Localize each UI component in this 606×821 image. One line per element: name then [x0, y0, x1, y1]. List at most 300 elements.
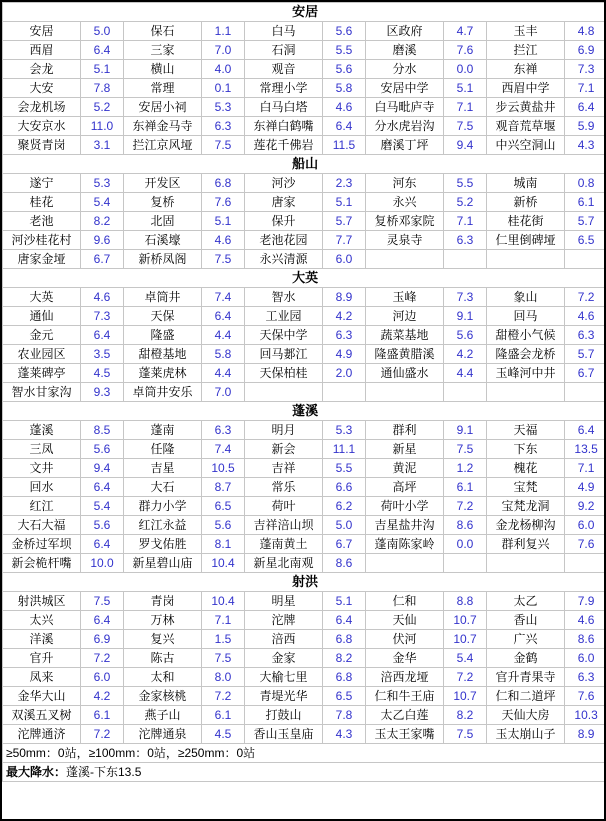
station-row [3, 649, 606, 668]
rain-value-cell: 8.8 [444, 592, 487, 611]
station-name-cell: 荷叶小学 [366, 497, 444, 516]
station-name-cell: 官升青果寺 [487, 668, 565, 687]
station-name-cell: 天仙 [366, 611, 444, 630]
station-row [3, 250, 606, 269]
rain-value-cell: 6.5 [323, 687, 366, 706]
station-name-cell: 燕子山 [124, 706, 202, 725]
station-name-cell: 太兴 [3, 611, 81, 630]
rain-value-cell: 5.1 [323, 592, 366, 611]
station-name-cell: 分水虎岩沟 [366, 117, 444, 136]
threshold-summary-row [3, 744, 606, 763]
rain-value-cell: 6.0 [323, 250, 366, 269]
station-name-cell: 任隆 [124, 440, 202, 459]
station-name-cell: 河边 [366, 307, 444, 326]
rain-value-cell: 8.6 [565, 630, 606, 649]
rain-value-cell: 6.1 [81, 706, 124, 725]
station-row [3, 383, 606, 402]
station-name-cell: 拦江京风垭 [124, 136, 202, 155]
station-row [3, 440, 606, 459]
station-row [3, 345, 606, 364]
station-name-cell [487, 383, 565, 402]
rain-value-cell [323, 383, 366, 402]
station-name-cell: 大安京水 [3, 117, 81, 136]
rain-value-cell: 1.2 [444, 459, 487, 478]
rain-value-cell: 13.5 [565, 440, 606, 459]
station-name-cell: 隆盛 [124, 326, 202, 345]
station-row [3, 364, 606, 383]
rain-value-cell [444, 250, 487, 269]
rain-value-cell: 4.2 [81, 687, 124, 706]
rain-value-cell: 0.1 [202, 79, 245, 98]
station-name-cell: 白马毗庐寺 [366, 98, 444, 117]
station-name-cell: 甜橙基地 [124, 345, 202, 364]
rain-value-cell: 6.1 [202, 706, 245, 725]
station-name-cell: 卓筒井 [124, 288, 202, 307]
rain-value-cell: 6.4 [565, 421, 606, 440]
station-name-cell: 白马白塔 [245, 98, 323, 117]
station-name-cell: 莲花千佛岩 [245, 136, 323, 155]
station-name-cell: 遂宁 [3, 174, 81, 193]
rain-value-cell: 5.0 [323, 516, 366, 535]
rain-value-cell: 7.0 [202, 41, 245, 60]
station-row [3, 459, 606, 478]
rain-value-cell: 7.3 [81, 307, 124, 326]
rain-value-cell: 2.0 [323, 364, 366, 383]
rain-value-cell: 1.5 [202, 630, 245, 649]
rain-table-footer [3, 744, 606, 782]
rain-value-cell: 8.9 [565, 725, 606, 744]
station-name-cell: 观音 [245, 60, 323, 79]
rain-value-cell: 5.4 [444, 649, 487, 668]
rain-value-cell: 4.4 [202, 364, 245, 383]
station-row [3, 307, 606, 326]
station-name-cell: 隆盛会龙桥 [487, 345, 565, 364]
station-name-cell: 吉祥 [245, 459, 323, 478]
rain-value-cell: 6.8 [323, 630, 366, 649]
rain-value-cell: 9.6 [81, 231, 124, 250]
station-name-cell: 观音荒草堰 [487, 117, 565, 136]
rain-value-cell: 6.4 [202, 307, 245, 326]
station-name-cell: 工业园 [245, 307, 323, 326]
station-name-cell: 三凤 [3, 440, 81, 459]
station-row [3, 497, 606, 516]
station-row [3, 117, 606, 136]
rain-value-cell: 5.8 [323, 79, 366, 98]
station-name-cell: 新桥凤阁 [124, 250, 202, 269]
rain-value-cell: 4.6 [565, 611, 606, 630]
station-name-cell: 蓬南 [124, 421, 202, 440]
station-name-cell: 下东 [487, 440, 565, 459]
station-name-cell: 天福 [487, 421, 565, 440]
station-name-cell: 仁和二道坪 [487, 687, 565, 706]
station-name-cell: 玉太崩山子 [487, 725, 565, 744]
station-name-cell: 常乐 [245, 478, 323, 497]
rain-value-cell: 8.6 [444, 516, 487, 535]
station-name-cell: 老池花园 [245, 231, 323, 250]
station-name-cell: 香山玉皇庙 [245, 725, 323, 744]
station-row [3, 98, 606, 117]
rain-value-cell: 7.3 [565, 60, 606, 79]
station-name-cell: 安居 [3, 22, 81, 41]
rain-value-cell: 9.4 [444, 136, 487, 155]
rainfall-table [2, 2, 606, 782]
rain-value-cell: 7.3 [444, 288, 487, 307]
rain-value-cell: 2.3 [323, 174, 366, 193]
rain-value-cell: 6.3 [565, 326, 606, 345]
rain-value-cell: 7.2 [202, 687, 245, 706]
rain-value-cell: 6.4 [81, 326, 124, 345]
rain-value-cell: 6.0 [565, 649, 606, 668]
station-name-cell: 玉峰 [366, 288, 444, 307]
rain-value-cell: 7.8 [81, 79, 124, 98]
station-row [3, 516, 606, 535]
station-name-cell: 天保柏桂 [245, 364, 323, 383]
station-name-cell: 区政府 [366, 22, 444, 41]
rain-value-cell: 7.2 [444, 497, 487, 516]
rain-value-cell: 4.6 [202, 231, 245, 250]
station-name-cell: 回马 [487, 307, 565, 326]
station-name-cell: 太和 [124, 668, 202, 687]
station-row [3, 421, 606, 440]
rain-value-cell: 7.6 [565, 535, 606, 554]
rain-value-cell: 6.3 [202, 421, 245, 440]
station-name-cell: 明月 [245, 421, 323, 440]
rain-value-cell: 8.5 [81, 421, 124, 440]
station-name-cell: 常理小学 [245, 79, 323, 98]
station-name-cell: 保石 [124, 22, 202, 41]
rain-value-cell: 8.1 [202, 535, 245, 554]
station-name-cell: 群力小学 [124, 497, 202, 516]
section-header-row [3, 269, 606, 288]
station-name-cell: 大石 [124, 478, 202, 497]
rain-value-cell: 4.3 [565, 136, 606, 155]
rain-value-cell: 5.7 [565, 212, 606, 231]
station-row [3, 630, 606, 649]
rain-value-cell: 8.2 [81, 212, 124, 231]
station-name-cell: 玉太王家嘴 [366, 725, 444, 744]
station-name-cell: 吉祥涪山坝 [245, 516, 323, 535]
rain-value-cell: 5.1 [444, 79, 487, 98]
section-title: 大英 [3, 269, 606, 288]
rain-value-cell: 6.4 [323, 117, 366, 136]
rain-value-cell: 7.2 [81, 649, 124, 668]
rain-value-cell: 9.1 [444, 307, 487, 326]
rain-value-cell: 7.5 [202, 649, 245, 668]
rain-value-cell: 5.2 [81, 98, 124, 117]
rain-value-cell: 10.5 [202, 459, 245, 478]
station-name-cell: 文井 [3, 459, 81, 478]
station-name-cell: 双溪五叉树 [3, 706, 81, 725]
rain-value-cell: 4.6 [565, 307, 606, 326]
station-name-cell: 智水 [245, 288, 323, 307]
station-row [3, 136, 606, 155]
rain-value-cell: 6.7 [323, 535, 366, 554]
station-row [3, 288, 606, 307]
station-name-cell: 会龙 [3, 60, 81, 79]
rain-value-cell: 5.2 [444, 193, 487, 212]
rain-value-cell: 6.3 [202, 117, 245, 136]
station-name-cell [366, 554, 444, 573]
rain-value-cell: 10.0 [81, 554, 124, 573]
rain-value-cell: 5.9 [565, 117, 606, 136]
station-row [3, 706, 606, 725]
station-name-cell: 老池 [3, 212, 81, 231]
rain-value-cell: 10.7 [444, 630, 487, 649]
station-name-cell: 唐家金垭 [3, 250, 81, 269]
rain-value-cell: 7.5 [202, 136, 245, 155]
rain-value-cell: 8.2 [323, 649, 366, 668]
rain-value-cell: 5.7 [323, 212, 366, 231]
station-row [3, 668, 606, 687]
station-name-cell: 会龙机场 [3, 98, 81, 117]
rain-value-cell [444, 383, 487, 402]
station-name-cell: 沱牌 [245, 611, 323, 630]
station-name-cell: 广兴 [487, 630, 565, 649]
rain-value-cell: 7.5 [444, 440, 487, 459]
station-name-cell: 永兴清源 [245, 250, 323, 269]
rain-value-cell: 5.5 [444, 174, 487, 193]
station-name-cell: 红江 [3, 497, 81, 516]
rain-value-cell: 5.6 [444, 326, 487, 345]
station-name-cell: 天仙大房 [487, 706, 565, 725]
rain-value-cell [565, 554, 606, 573]
rain-value-cell: 10.4 [202, 554, 245, 573]
station-name-cell: 仁和 [366, 592, 444, 611]
rain-value-cell: 6.4 [81, 611, 124, 630]
station-name-cell: 西眉 [3, 41, 81, 60]
rain-value-cell [565, 383, 606, 402]
station-name-cell: 中兴空洞山 [487, 136, 565, 155]
station-name-cell: 西眉中学 [487, 79, 565, 98]
station-row [3, 174, 606, 193]
rain-value-cell: 5.3 [323, 421, 366, 440]
station-name-cell: 红江永益 [124, 516, 202, 535]
rain-value-cell: 11.0 [81, 117, 124, 136]
section-title: 射洪 [3, 573, 606, 592]
rain-value-cell: 6.4 [81, 478, 124, 497]
rain-value-cell: 8.6 [323, 554, 366, 573]
rain-value-cell: 5.7 [565, 345, 606, 364]
station-name-cell: 卓筒井安乐 [124, 383, 202, 402]
rain-value-cell: 6.9 [565, 41, 606, 60]
rain-value-cell: 7.1 [202, 611, 245, 630]
rain-value-cell: 5.1 [202, 212, 245, 231]
rain-value-cell: 7.1 [565, 79, 606, 98]
station-name-cell: 蓬南陈家岭 [366, 535, 444, 554]
station-name-cell: 大榆七里 [245, 668, 323, 687]
rain-value-cell: 7.0 [202, 383, 245, 402]
station-name-cell: 新星北南观 [245, 554, 323, 573]
rain-value-cell: 6.3 [565, 668, 606, 687]
station-name-cell: 蓬溪 [3, 421, 81, 440]
rain-value-cell: 6.3 [323, 326, 366, 345]
station-name-cell: 罗戈佑胜 [124, 535, 202, 554]
rain-value-cell: 3.1 [81, 136, 124, 155]
max-rain-label: 最大降水： [6, 765, 67, 779]
station-name-cell: 河沙 [245, 174, 323, 193]
station-row [3, 687, 606, 706]
station-name-cell: 涪西龙垭 [366, 668, 444, 687]
station-name-cell: 玉丰 [487, 22, 565, 41]
rain-value-cell: 0.0 [444, 60, 487, 79]
station-name-cell: 伏河 [366, 630, 444, 649]
station-name-cell: 新桥 [487, 193, 565, 212]
station-name-cell: 东禅白鹤嘴 [245, 117, 323, 136]
station-name-cell: 城南 [487, 174, 565, 193]
station-name-cell [487, 250, 565, 269]
rain-value-cell: 7.6 [444, 41, 487, 60]
station-name-cell: 黄泥 [366, 459, 444, 478]
rain-value-cell: 7.7 [323, 231, 366, 250]
station-name-cell: 隆盛黄腊溪 [366, 345, 444, 364]
station-name-cell: 青岗 [124, 592, 202, 611]
rain-value-cell: 7.4 [202, 440, 245, 459]
rain-value-cell: 5.3 [81, 174, 124, 193]
rain-value-cell: 5.6 [81, 440, 124, 459]
rain-value-cell: 1.1 [202, 22, 245, 41]
rain-value-cell: 11.5 [323, 136, 366, 155]
rain-value-cell: 6.7 [565, 364, 606, 383]
station-row [3, 725, 606, 744]
rain-value-cell: 10.7 [444, 687, 487, 706]
rain-value-cell: 9.4 [81, 459, 124, 478]
rain-value-cell: 8.0 [202, 668, 245, 687]
station-name-cell: 复兴 [124, 630, 202, 649]
station-name-cell: 洋溪 [3, 630, 81, 649]
rain-value-cell: 5.5 [323, 41, 366, 60]
rain-value-cell: 5.4 [81, 497, 124, 516]
station-name-cell: 回马郪江 [245, 345, 323, 364]
section-title: 蓬溪 [3, 402, 606, 421]
rain-value-cell: 5.4 [81, 193, 124, 212]
rain-value-cell: 7.1 [444, 212, 487, 231]
threshold-summary: ≥50mm：0站，≥100mm：0站，≥250mm：0站 [3, 744, 606, 763]
rain-value-cell: 4.8 [565, 22, 606, 41]
rain-value-cell: 5.6 [202, 516, 245, 535]
rain-value-cell: 8.7 [202, 478, 245, 497]
rain-value-cell: 7.2 [81, 725, 124, 744]
station-name-cell: 蔬菜基地 [366, 326, 444, 345]
station-name-cell: 智水甘家沟 [3, 383, 81, 402]
rain-value-cell: 6.2 [323, 497, 366, 516]
station-name-cell: 通仙盛水 [366, 364, 444, 383]
station-name-cell: 万林 [124, 611, 202, 630]
station-row [3, 79, 606, 98]
station-name-cell: 天保中学 [245, 326, 323, 345]
rain-value-cell: 5.8 [202, 345, 245, 364]
station-name-cell: 明星 [245, 592, 323, 611]
station-name-cell: 河东 [366, 174, 444, 193]
station-name-cell: 步云黄盐井 [487, 98, 565, 117]
station-name-cell: 新星 [366, 440, 444, 459]
rain-value-cell: 10.3 [565, 706, 606, 725]
station-name-cell: 蓬莱虎林 [124, 364, 202, 383]
station-name-cell: 香山 [487, 611, 565, 630]
station-name-cell: 石洞 [245, 41, 323, 60]
rain-value-cell: 7.5 [444, 725, 487, 744]
station-name-cell: 回水 [3, 478, 81, 497]
station-name-cell: 金桥过军坝 [3, 535, 81, 554]
station-name-cell: 玉峰河中井 [487, 364, 565, 383]
rain-value-cell: 8.2 [444, 706, 487, 725]
station-name-cell: 金家 [245, 649, 323, 668]
station-name-cell: 东禅金马寺 [124, 117, 202, 136]
rain-value-cell: 10.7 [444, 611, 487, 630]
rain-value-cell: 5.6 [323, 22, 366, 41]
station-name-cell: 蓬南黄土 [245, 535, 323, 554]
station-name-cell: 天保 [124, 307, 202, 326]
rain-value-cell: 11.1 [323, 440, 366, 459]
station-name-cell: 桂花街 [487, 212, 565, 231]
station-row [3, 592, 606, 611]
station-name-cell: 通仙 [3, 307, 81, 326]
station-name-cell: 开发区 [124, 174, 202, 193]
rain-value-cell: 6.4 [565, 98, 606, 117]
rain-value-cell: 6.6 [323, 478, 366, 497]
station-name-cell: 金龙杨柳沟 [487, 516, 565, 535]
station-name-cell: 青堤光华 [245, 687, 323, 706]
rain-value-cell: 6.4 [81, 535, 124, 554]
station-name-cell: 常理 [124, 79, 202, 98]
rain-value-cell: 7.8 [323, 706, 366, 725]
station-name-cell: 复桥邓家院 [366, 212, 444, 231]
station-name-cell: 桂花 [3, 193, 81, 212]
station-name-cell: 分水 [366, 60, 444, 79]
station-row [3, 60, 606, 79]
rain-value-cell: 6.4 [323, 611, 366, 630]
rain-value-cell: 9.2 [565, 497, 606, 516]
station-row [3, 193, 606, 212]
rain-value-cell: 0.8 [565, 174, 606, 193]
rain-value-cell: 6.8 [202, 174, 245, 193]
station-name-cell: 东禅 [487, 60, 565, 79]
rain-value-cell: 5.1 [323, 193, 366, 212]
station-name-cell: 拦江 [487, 41, 565, 60]
rain-value-cell: 9.1 [444, 421, 487, 440]
section-header-row [3, 402, 606, 421]
station-name-cell: 唐家 [245, 193, 323, 212]
rain-value-cell: 8.9 [323, 288, 366, 307]
station-name-cell: 槐花 [487, 459, 565, 478]
rain-value-cell: 5.1 [81, 60, 124, 79]
station-name-cell: 大英 [3, 288, 81, 307]
rain-value-cell: 4.7 [444, 22, 487, 41]
rain-value-cell [565, 250, 606, 269]
rain-value-cell: 6.5 [202, 497, 245, 516]
rain-value-cell: 4.5 [202, 725, 245, 744]
station-name-cell: 永兴 [366, 193, 444, 212]
rain-value-cell: 4.6 [81, 288, 124, 307]
station-row [3, 611, 606, 630]
rain-value-cell: 7.5 [202, 250, 245, 269]
station-name-cell: 大安 [3, 79, 81, 98]
rain-value-cell: 0.0 [444, 535, 487, 554]
rain-value-cell: 7.1 [444, 98, 487, 117]
station-name-cell: 大石大福 [3, 516, 81, 535]
station-name-cell: 石溪壕 [124, 231, 202, 250]
station-name-cell: 农业园区 [3, 345, 81, 364]
rain-value-cell: 4.0 [202, 60, 245, 79]
station-name-cell: 金华大山 [3, 687, 81, 706]
rain-value-cell: 5.0 [81, 22, 124, 41]
rain-value-cell: 3.5 [81, 345, 124, 364]
max-rain-value: 蓬溪-下东13.5 [66, 765, 142, 779]
station-name-cell: 宝梵龙洞 [487, 497, 565, 516]
station-name-cell: 宝梵 [487, 478, 565, 497]
section-header-row [3, 155, 606, 174]
rain-value-cell: 6.9 [81, 630, 124, 649]
rain-value-cell: 6.5 [565, 231, 606, 250]
